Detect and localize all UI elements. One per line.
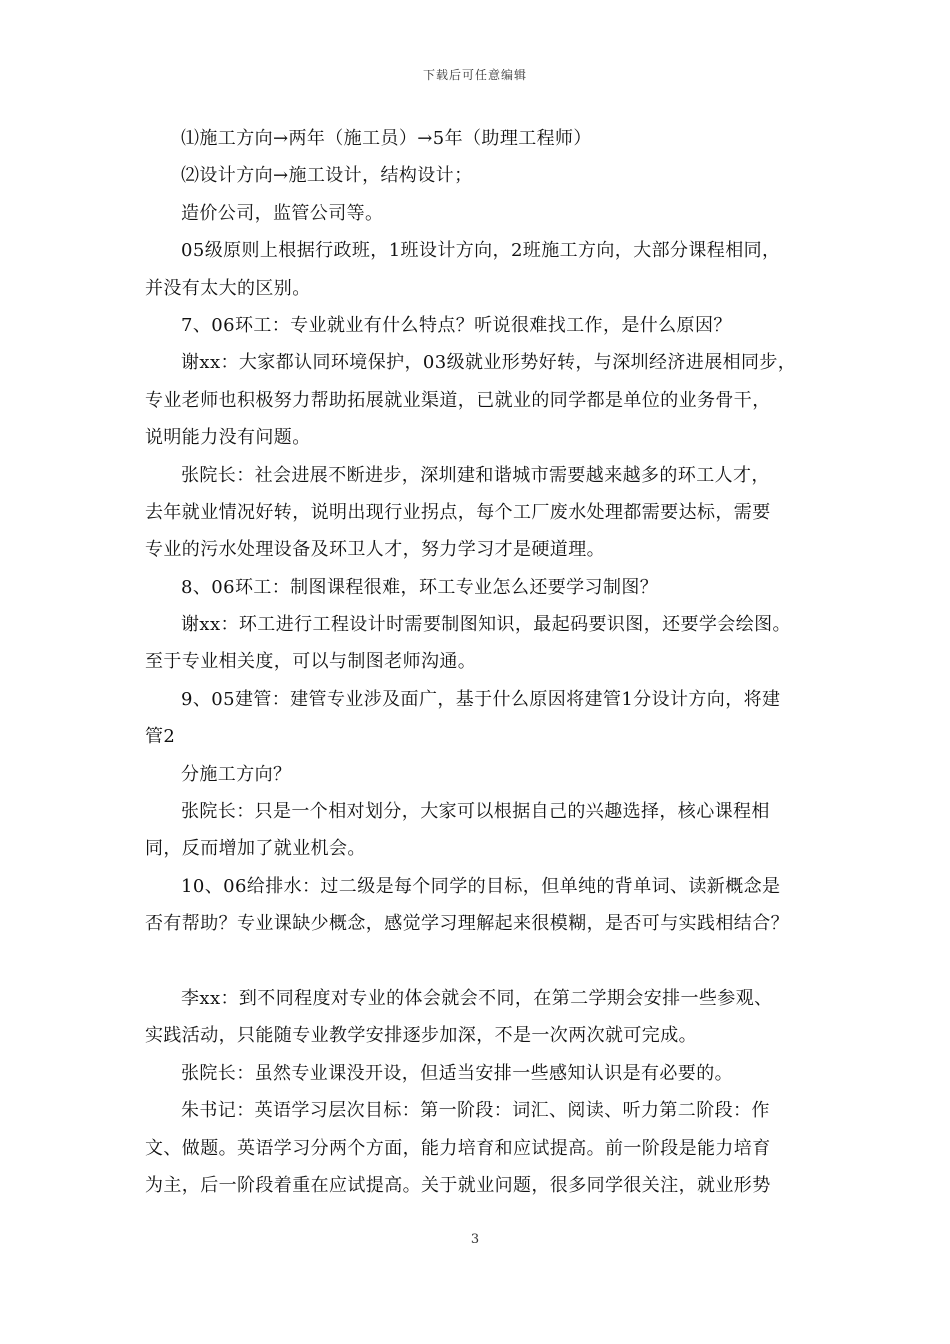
text-line: 7、06环工：专业就业有什么特点？听说很难找工作，是什么原因？ [181, 314, 732, 336]
text-line: ⑴施工方向→两年（施工员）→5年（助理工程师） [181, 128, 592, 149]
text-line: 张院长：虽然专业课没开设，但适当安排一些感知认识是有必要的。 [181, 1062, 733, 1084]
text-line: 文、做题。英语学习分两个方面，能力培育和应试提高。前一阶段是能力培育 [145, 1137, 771, 1159]
blank-line [145, 943, 815, 980]
text-line: 张院长：只是一个相对划分，大家可以根据自己的兴趣选择，核心课程相 [181, 801, 770, 823]
text-line: 朱书记：英语学习层次目标：第一阶段：词汇、阅读、听力第二阶段：作 [181, 1100, 770, 1122]
text-line: ⑵设计方向→施工设计，结构设计； [181, 165, 473, 187]
page-number: 3 [470, 1232, 480, 1247]
text-line: 张院长：社会进展不断进步，深圳建和谐城市需要越来越多的环工人才， [181, 464, 770, 486]
text-line: 同，反而增加了就业机会。 [145, 838, 366, 860]
text-line: 专业老师也积极努力帮助拓展就业渠道，已就业的同学都是单位的业务骨干， [145, 389, 771, 411]
text-line: 8、06环工：制图课程很难，环工专业怎么还要学习制图？ [181, 576, 659, 598]
text-line: 并没有太大的区别。 [145, 277, 311, 299]
page-header: 下载后可任意编辑 [422, 68, 527, 82]
text-line: 说明能力没有问题。 [145, 427, 311, 449]
text-line: 10、06给排水：过二级是每个同学的目标，但单纯的背单词、读新概念是 [181, 875, 781, 897]
text-line: 管2 [145, 726, 176, 748]
text-line: 分施工方向？ [181, 763, 292, 785]
text-line: 谢xx：环工进行工程设计时需要制图知识，最起码要识图，还要学会绘图。 [181, 614, 791, 636]
text-line: 05级原则上根据行政班，1班设计方向，2班施工方向，大部分课程相同， [181, 240, 781, 262]
text-line: 李xx：到不同程度对专业的体会就会不同，在第二学期会安排一些参观、 [181, 987, 773, 1009]
document-body [145, 120, 815, 1204]
text-line: 为主，后一阶段着重在应试提高。关于就业问题，很多同学很关注，就业形势 [145, 1174, 771, 1196]
text-line: 造价公司，监管公司等。 [181, 202, 384, 224]
text-line: 谢xx：大家都认同环境保护，03级就业形势好转，与深圳经济进展相同步， [181, 352, 797, 374]
text-line: 专业的污水处理设备及环卫人才，努力学习才是硬道理。 [145, 539, 605, 561]
text-line: 否有帮助？专业课缺少概念，感觉学习理解起来很模糊，是否可与实践相结合？ [145, 913, 789, 935]
text-line: 去年就业情况好转，说明出现行业拐点，每个工厂废水处理都需要达标，需要 [145, 501, 771, 523]
text-line: 实践活动，只能随专业教学安排逐步加深，不是一次两次就可完成。 [145, 1025, 697, 1047]
text-line: 9、05建管：建管专业涉及面广，基于什么原因将建管1分设计方向，将建 [181, 688, 781, 710]
text-line: 至于专业相关度，可以与制图老师沟通。 [145, 651, 477, 673]
